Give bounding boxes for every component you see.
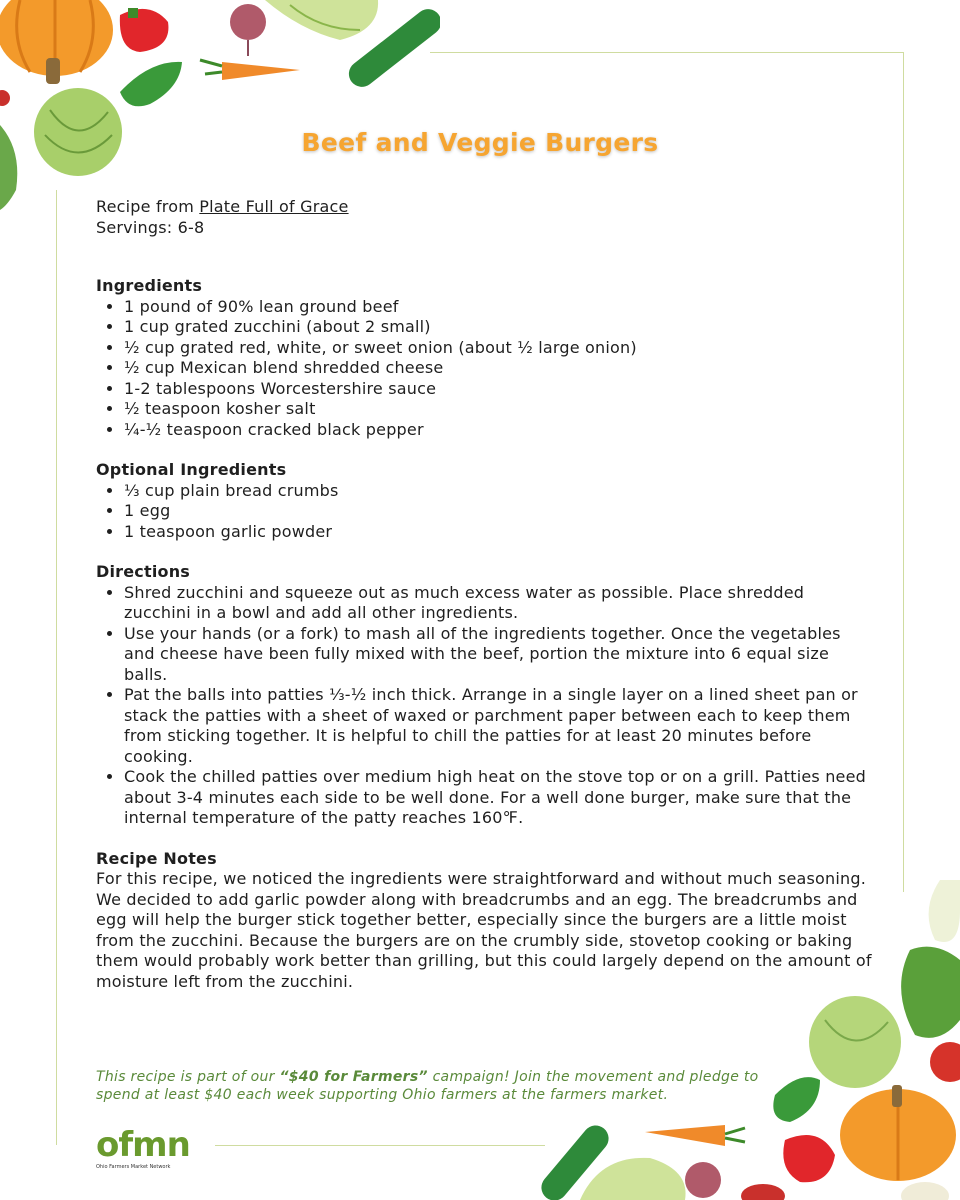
leafy-greens-icon	[901, 947, 960, 1038]
onion-icon	[901, 1182, 949, 1200]
small-tomato-icon	[741, 1184, 785, 1200]
frame-right-line	[903, 52, 904, 892]
list-item: • ½ teaspoon kosher salt	[124, 399, 876, 420]
ofmn-logo	[96, 1125, 206, 1176]
ingredients-list	[96, 297, 876, 441]
small-tomato-icon	[0, 90, 10, 106]
pumpkin-icon	[0, 0, 113, 84]
frame-top-line	[430, 52, 904, 53]
carrot-icon	[645, 1125, 745, 1146]
list-item: • 1-2 tablespoons Worcestershire sauce	[124, 379, 876, 400]
campaign-note-part2: campaign! Join the movement and pledge to spend at least $40 each week supporting Ohio farmers at the farmers market.	[96, 1069, 759, 1103]
directions-heading: Directions	[96, 562, 191, 581]
campaign-name: “$40 for Farmers”	[279, 1069, 428, 1085]
list-item: • 1 pound of 90% lean ground beef	[124, 297, 876, 318]
frame-left-line	[56, 190, 57, 1145]
frame-bottom-line	[215, 1145, 545, 1146]
recipe-notes-heading: Recipe Notes	[96, 848, 217, 868]
green-pepper-icon	[120, 62, 182, 106]
optional-ingredients-heading: Optional Ingredients	[96, 460, 287, 479]
lettuce-icon	[265, 0, 378, 40]
list-item: • Cook the chilled patties over medium high heat on the stove top or on a grill. Patties need about 3-4 minutes each side to be well done. For a well done burger, make sure that the internal temperature of the patty reaches 160℉.	[124, 767, 876, 829]
tomato-icon	[930, 1042, 960, 1082]
optional-ingredients-list	[96, 481, 876, 543]
logo-wordmark: ofmn	[96, 1125, 190, 1165]
recipe-source-prefix: Recipe from	[96, 197, 200, 216]
recipe-notes-text: For this recipe, we noticed the ingredients were straightforward and without much seasoning. We decided to add garlic powder along with breadcrumbs and an egg. The breadcrumbs and egg will help the burger stick together better, especially since the burgers are a little moist from the zucchini. Because the burgers are on the crumbly side, stovetop cooking or baking them would probably work better than grilling, but this could largely depend on the amount of moisture left from the zucchini.	[96, 869, 872, 991]
garlic-icon	[929, 880, 960, 942]
campaign-note-part1: This recipe is part of our	[96, 1069, 280, 1085]
green-pepper-icon	[773, 1077, 820, 1122]
list-item: • 1 egg	[124, 501, 876, 522]
directions-list	[96, 583, 876, 829]
recipe-source	[96, 197, 876, 218]
list-item: • ½ cup Mexican blend shredded cheese	[124, 358, 876, 379]
top-left-vegetables-illustration	[0, 0, 440, 220]
ingredients-heading: Ingredients	[96, 276, 203, 295]
logo-subtitle: Ohio Farmers Market Network	[96, 1164, 171, 1170]
radish-icon	[230, 4, 266, 56]
recipe-source-link[interactable]: Plate Full of Grace	[199, 197, 349, 216]
carrot-icon	[200, 60, 300, 80]
list-item: • Shred zucchini and squeeze out as much excess water as possible. Place shredded zucchini in a bowl and add all other ingredients.	[124, 583, 876, 624]
list-item: • ⅓ cup plain bread crumbs	[124, 481, 876, 502]
lettuce-icon	[580, 1158, 686, 1200]
cabbage-icon	[809, 996, 901, 1088]
red-pepper-icon	[120, 8, 169, 52]
list-item: • 1 teaspoon garlic powder	[124, 522, 876, 543]
radish-icon	[685, 1162, 721, 1198]
pumpkin-icon	[840, 1085, 956, 1181]
list-item: • Use your hands (or a fork) to mash all of the ingredients together. Once the vegetables and cheese have been fully mixed with the beef, portion the mixture into 6 equal size balls.	[124, 624, 876, 686]
recipe-title: Beef and Veggie Burgers	[301, 128, 659, 157]
list-item: • ¼-½ teaspoon cracked black pepper	[124, 420, 876, 441]
servings: Servings: 6-8	[96, 217, 205, 237]
red-pepper-icon	[783, 1135, 835, 1182]
bottom-right-vegetables-illustration	[520, 870, 960, 1200]
list-item: • ½ cup grated red, white, or sweet onion (about ½ large onion)	[124, 338, 876, 359]
list-item: • 1 cup grated zucchini (about 2 small)	[124, 317, 876, 338]
list-item: • Pat the balls into patties ⅓-½ inch thick. Arrange in a single layer on a lined sheet pan or stack the patties with a sheet of waxed or parchment paper between each to keep them from sticking together. It is helpful to chill the patties for at least 20 minutes before cooking.	[124, 685, 876, 767]
